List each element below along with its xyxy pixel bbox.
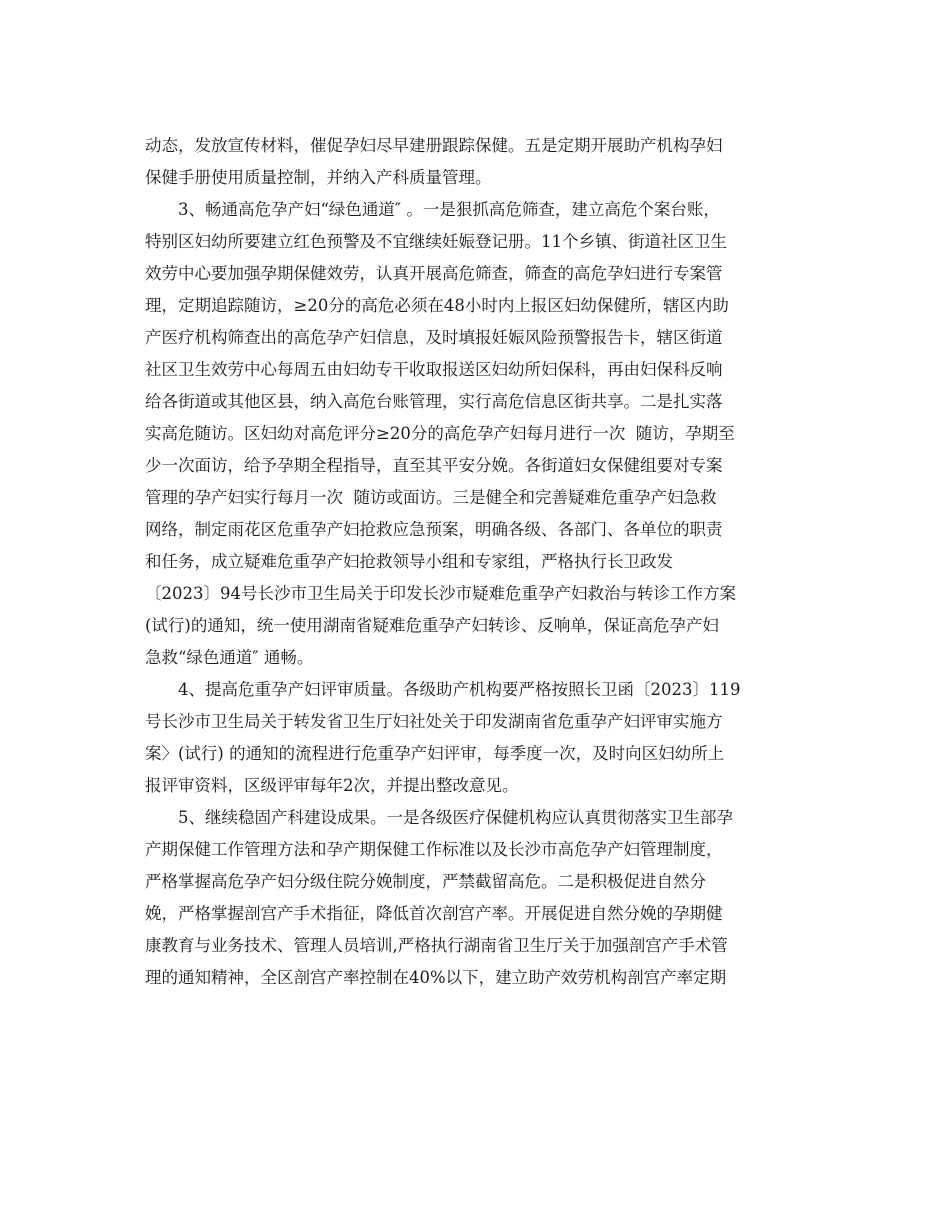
text-line: 3、畅通高危孕产妇“绿色通道″ 。一是狠抓高危筛查，建立高危个案台账， <box>178 200 720 219</box>
text-line: 管理的孕产妇实行每月一次 随访或面访。三是健全和完善疑难危重孕产妇急救 <box>145 488 717 507</box>
text-line: 〔2023〕94号长沙市卫生局关于印发长沙市疑难危重孕产妇救治与转诊工作方案 <box>145 584 736 603</box>
text-line: 产医疗机构筛查出的高危孕产妇信息，及时填报妊娠风险预警报告卡，辖区街道 <box>145 328 723 347</box>
paragraph-5-obstetrics <box>145 802 805 994</box>
text-line: 产期保健工作管理方法和孕产期保健工作标准以及长沙市高危孕产妇管理制度， <box>145 840 723 859</box>
document-body <box>145 130 805 994</box>
text-line: 实高危随访。区妇幼对高危评分≥20分的高危孕产妇每月进行一次 随访，孕期至 <box>145 424 735 443</box>
text-line: 理，定期追踪随访，≥20分的高危必须在48小时内上报区妇幼保健所，辖区内助 <box>145 296 729 315</box>
text-line: 动态，发放宣传材料，催促孕妇尽早建册跟踪保健。五是定期开展助产机构孕妇 <box>145 136 723 155</box>
text-line: 4、提高危重孕产妇评审质量。各级助产机构要严格按照长卫函〔2023〕119 <box>178 680 741 699</box>
text-line: 号长沙市卫生局关于转发省卫生厅妇社处关于印发湖南省危重孕产妇评审实施方 <box>145 712 723 731</box>
text-line: 和任务，成立疑难危重孕产妇抢救领导小组和专家组，严格执行长卫政发 <box>145 552 673 571</box>
text-line: 案〉(试行) 的通知的流程进行危重孕产妇评审，每季度一次，及时向区妇幼所上 <box>145 744 725 763</box>
paragraph-4-review-quality <box>145 674 805 802</box>
text-line: 娩，严格掌握剖宫产手术指征，降低首次剖宫产率。开展促进自然分娩的孕期健 <box>145 904 723 923</box>
text-line: 特别区妇幼所要建立红色预警及不宜继续妊娠登记册。11个乡镇、街道社区卫生 <box>145 232 727 251</box>
text-line: 急救“绿色通道″ 通畅。 <box>145 648 314 667</box>
text-line: 网络，制定雨花区危重孕产妇抢救应急预案，明确各级、各部门、各单位的职责 <box>145 520 723 539</box>
text-line: 报评审资料，区级评审每年2次，并提出整改意见。 <box>145 776 519 795</box>
text-line: (试行)的通知，统一使用湖南省疑难危重孕产妇转诊、反响单，保证高危孕产妇 <box>145 616 719 635</box>
text-line: 5、继续稳固产科建设成果。一是各级医疗保健机构应认真贯彻落实卫生部孕 <box>178 808 733 827</box>
text-line: 理的通知精神，全区剖宫产率控制在40%以下，建立助产效劳机构剖宫产率定期 <box>145 968 727 987</box>
text-line: 给各街道或其他区县，纳入高危台账管理，实行高危信息区街共享。二是扎实落 <box>145 392 723 411</box>
paragraph-continuation <box>145 130 805 194</box>
text-line: 康教育与业务技术、管理人员培训,严格执行湖南省卫生厅关于加强剖宫产手术管 <box>145 936 728 955</box>
text-line: 严格掌握高危孕产妇分级住院分娩制度，严禁截留高危。二是积极促进自然分 <box>145 872 706 891</box>
text-line: 社区卫生效劳中心每周五由妇幼专干收取报送区妇幼所妇保科，再由妇保科反响 <box>145 360 723 379</box>
paragraph-3-green-channel <box>145 194 805 674</box>
text-line: 少一次面访，给予孕期全程指导，直至其平安分娩。各街道妇女保健组要对专案 <box>145 456 723 475</box>
text-line: 保健手册使用质量控制，并纳入产科质量管理。 <box>145 168 492 187</box>
text-line: 效劳中心要加强孕期保健效劳，认真开展高危筛查，筛查的高危孕妇进行专案管 <box>145 264 723 283</box>
